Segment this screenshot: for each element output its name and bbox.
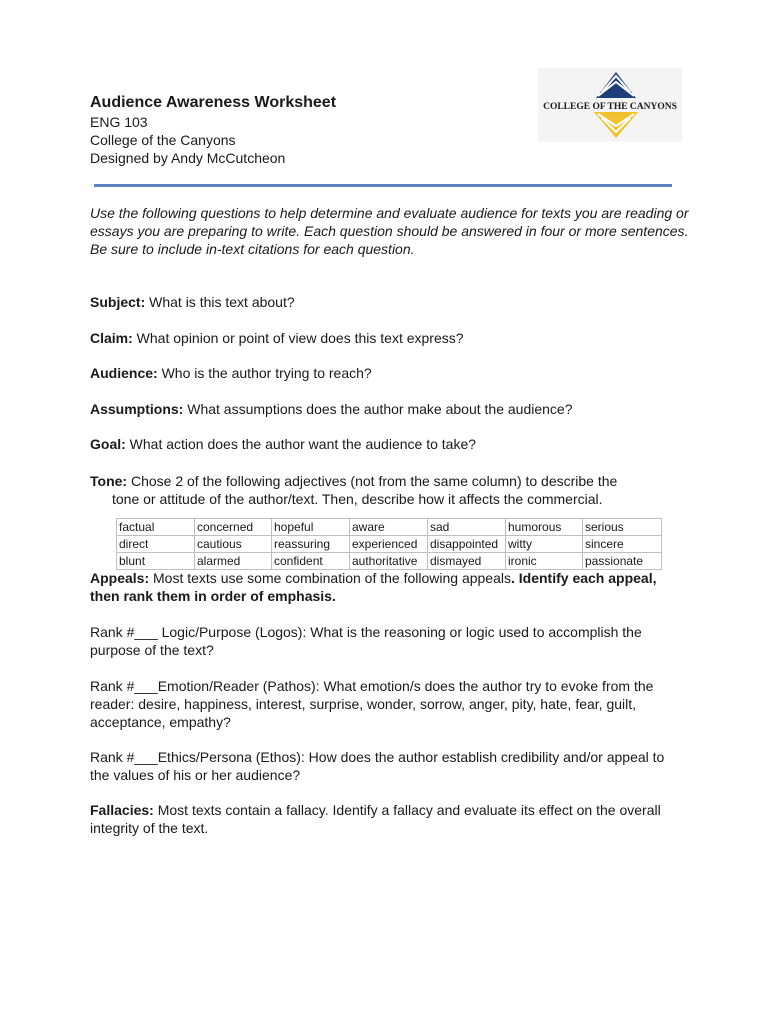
fallacies-label: Fallacies:	[90, 802, 154, 818]
adjective-cell: direct	[117, 536, 195, 553]
appeals-instruction: . Identify each appeal, then rank them in order of emphasis.	[90, 570, 657, 604]
course-code: ENG 103	[90, 114, 148, 130]
instructions: Use the following questions to help determine and evaluate audience for texts you are reading or essays you are preparing to write. Each question should be answered in four or more sentences. Be sure to include in-text citations for each question.	[90, 205, 689, 257]
adjective-cell: authoritative	[350, 553, 428, 570]
college-logo	[538, 68, 682, 142]
adjective-cell: sincere	[583, 536, 662, 553]
adjective-cell: cautious	[195, 536, 272, 553]
adjective-cell: factual	[117, 519, 195, 536]
adjective-cell: blunt	[117, 553, 195, 570]
question-ethos: Rank #___Ethics/Persona (Ethos): How does the author establish credibility and/or appeal to the values of his or her audience?	[90, 749, 665, 783]
adjective-cell: sad	[428, 519, 506, 536]
goal-label: Goal:	[90, 436, 126, 452]
subject-label: Subject:	[90, 294, 146, 310]
appeals-text: Most texts use some combination of the following appeals	[149, 570, 511, 586]
header-divider	[94, 184, 672, 187]
adjective-cell: ironic	[506, 553, 583, 570]
adjective-cell: serious	[583, 519, 662, 536]
adjective-cell: dismayed	[428, 553, 506, 570]
question-logos: Rank #___ Logic/Purpose (Logos): What is the reasoning or logic used to accomplish the purpose of the text?	[90, 624, 642, 658]
appeals-label: Appeals:	[90, 570, 150, 586]
question-tone	[90, 472, 680, 508]
adjective-cell: alarmed	[195, 553, 272, 570]
adjective-cell: witty	[506, 536, 583, 553]
table-row	[117, 536, 662, 553]
question-assumptions	[90, 400, 680, 418]
tone-text-1: Chose 2 of the following adjectives (not from the same column) to describe the	[127, 473, 618, 489]
question-fallacies	[90, 801, 680, 837]
adjective-cell: passionate	[583, 553, 662, 570]
goal-text: What action does the author want the audience to take?	[125, 436, 477, 452]
worksheet-title: Audience Awareness Worksheet	[90, 94, 337, 111]
question-subject	[90, 293, 680, 311]
logo-text: COLLEGE OF THE CANYONS	[543, 102, 677, 112]
adjective-table	[116, 518, 662, 570]
adjective-cell: disappointed	[428, 536, 506, 553]
claim-label: Claim:	[90, 330, 133, 346]
claim-text: What opinion or point of view does this text express?	[132, 330, 464, 346]
question-pathos: Rank #___Emotion/Reader (Pathos): What emotion/s does the author try to evoke from the reader: desire, happiness, interest, surprise, wonder, sorrow, anger, pity, hate, fear, guilt, acceptance, empathy?	[90, 678, 654, 730]
adjective-cell: humorous	[506, 519, 583, 536]
subject-text: What is this text about?	[145, 294, 295, 310]
assumptions-text: What assumptions does the author make about the audience?	[183, 401, 573, 417]
adjective-cell: experienced	[350, 536, 428, 553]
fallacies-text: Most texts contain a fallacy. Identify a fallacy and evaluate its effect on the overall integrity of the text.	[90, 802, 661, 836]
adjective-cell: confident	[272, 553, 350, 570]
audience-label: Audience:	[90, 365, 158, 381]
tone-label: Tone:	[90, 473, 128, 489]
question-goal	[90, 435, 680, 453]
adjective-cell: concerned	[195, 519, 272, 536]
question-claim	[90, 329, 680, 347]
question-audience	[90, 364, 680, 382]
table-row	[117, 553, 662, 570]
question-appeals	[90, 569, 680, 605]
adjective-cell: reassuring	[272, 536, 350, 553]
table-row	[117, 519, 662, 536]
designer-credit: Designed by Andy McCutcheon	[90, 150, 286, 166]
assumptions-label: Assumptions:	[90, 401, 184, 417]
college-name: College of the Canyons	[90, 132, 236, 148]
adjective-cell: hopeful	[272, 519, 350, 536]
adjective-cell: aware	[350, 519, 428, 536]
audience-text: Who is the author trying to reach?	[157, 365, 372, 381]
tone-text-2: tone or attitude of the author/text. Then, describe how it affects the commercial.	[112, 491, 603, 507]
